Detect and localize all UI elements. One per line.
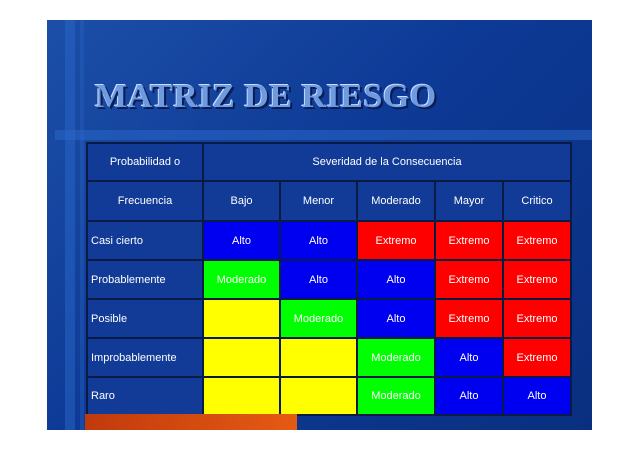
- risk-cell: Extremo: [436, 261, 502, 298]
- risk-cell: Moderado: [281, 300, 356, 337]
- header-severity: Severidad de la Consecuencia: [204, 144, 570, 180]
- risk-cell: Bajo: [281, 378, 356, 414]
- risk-cell: Moderado: [358, 378, 434, 414]
- header-frequency: Frecuencia: [88, 182, 202, 220]
- risk-cell: Extremo: [504, 261, 570, 298]
- risk-cell: Moderado: [204, 261, 279, 298]
- risk-cell: Extremo: [504, 339, 570, 376]
- risk-cell: Extremo: [436, 222, 502, 259]
- decorative-stripe: [65, 20, 75, 430]
- decorative-stripe: [55, 130, 592, 140]
- risk-cell: Bajo: [204, 378, 279, 414]
- row-label-probablemente: Probablemente: [88, 261, 202, 298]
- slide-title: MATRIZ DE RIESGO: [95, 78, 437, 115]
- risk-cell: Extremo: [504, 222, 570, 259]
- header-probability: Probabilidad o: [88, 144, 202, 180]
- risk-cell: Extremo: [436, 300, 502, 337]
- risk-cell: Alto: [281, 261, 356, 298]
- risk-cell: Alto: [358, 300, 434, 337]
- risk-cell: Alto: [436, 378, 502, 414]
- risk-cell: Extremo: [358, 222, 434, 259]
- row-label-posible: Posible: [88, 300, 202, 337]
- risk-cell: Bajo: [204, 300, 279, 337]
- risk-matrix-table: [86, 142, 572, 416]
- severity-mayor: Mayor: [436, 182, 502, 220]
- decorative-stripe: [80, 20, 84, 430]
- risk-cell: Extremo: [504, 300, 570, 337]
- row-label-improbablemente: Improbablemente: [88, 339, 202, 376]
- risk-cell: Bajo: [281, 339, 356, 376]
- risk-cell: Alto: [358, 261, 434, 298]
- risk-cell: Moderado: [358, 339, 434, 376]
- severity-moderado: Moderado: [358, 182, 434, 220]
- risk-cell: Alto: [436, 339, 502, 376]
- risk-cell: Alto: [504, 378, 570, 414]
- risk-cell: Bajo: [204, 339, 279, 376]
- severity-critico: Critico: [504, 182, 570, 220]
- slide: [47, 20, 592, 430]
- risk-cell: Alto: [204, 222, 279, 259]
- severity-bajo: Bajo: [204, 182, 279, 220]
- row-label-casi-cierto: Casi cierto: [88, 222, 202, 259]
- decorative-bar: [85, 414, 297, 430]
- row-label-raro: Raro: [88, 378, 202, 414]
- risk-cell: Alto: [281, 222, 356, 259]
- severity-menor: Menor: [281, 182, 356, 220]
